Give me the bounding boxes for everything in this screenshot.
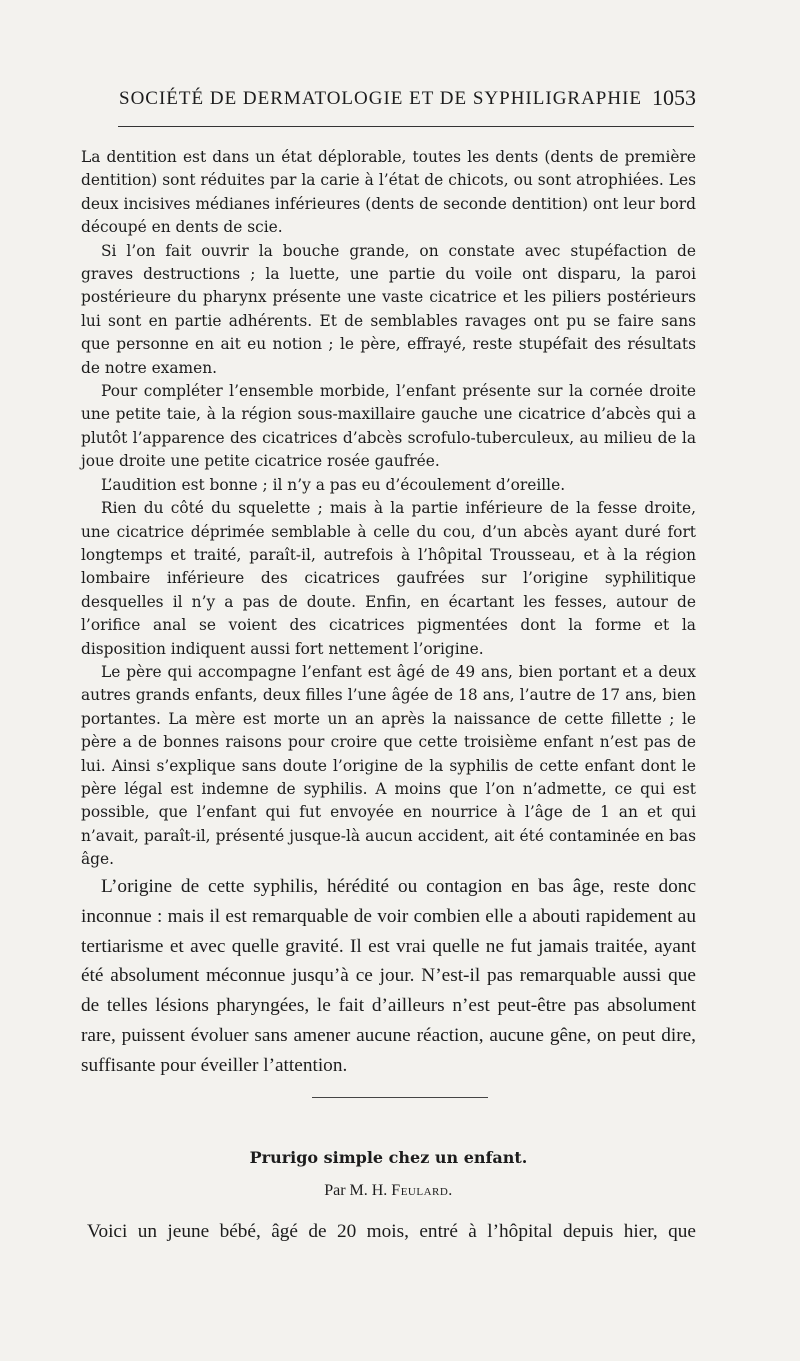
paragraph-opening: Voici un jeune bébé, âgé de 20 mois, entré à l’hôpital depuis hier, que — [87, 1221, 696, 1242]
running-header — [81, 85, 696, 116]
section-title: Prurigo simple chez un enfant. — [249, 1148, 528, 1167]
paragraph-pharynx: Si l’on fait ouvrir la bouche grande, on constate avec stupéfaction de graves destructions ; la luette, une partie du voile ont disparu, la paroi postérieure du pharynx présente une vaste cicatrice et les piliers postérieurs lui sont en partie adhérents. Et de semblables ravages ont pu se faire sans que personne en ait eu notion ; le père, effrayé, reste stupéfait des résultats de notre examen. — [81, 241, 696, 377]
running-title: SOCIÉTÉ DE DERMATOLOGIE ET DE SYPHILIGRAPHIE — [119, 88, 643, 109]
paragraph-origin: L’origine de cette syphilis, hérédité ou contagion en bas âge, reste donc inconnue : mais il est remarquable de voir combien elle a abouti rapidement au tertiarisme et avec quelle gravité. Il est vrai quelle ne fut jamais traitée, ayant été absolument méconnue jusqu’à ce jour. N’est-il pas remarquable aussi que de telles lésions pharyngées, le fait d’ailleurs n’est peut-être pas absolument rare, puissent évoluer sans amener aucune réaction, aucune gêne, on peut dire, suffisante pour éveiller l’attention. — [81, 876, 696, 1076]
paragraph-cornea: Pour compléter l’ensemble morbide, l’enfant présente sur la cornée droite une petite taie, à la région sous-maxillaire gauche une cicatrice d’abcès qui a plutôt l’apparence des cicatrices d’abcès scrofulo-tuberculeux, au milieu de la joue droite une petite cicatrice rosée gaufrée. — [81, 382, 696, 471]
discussion-text — [81, 872, 696, 1081]
author-name: Feulard. — [391, 1182, 453, 1199]
paragraph-father: Le père qui accompagne l’enfant est âgé de 49 ans, bien portant et a deux autres grands enfants, deux filles l’une âgée de 18 ans, l’autre de 17 ans, bien portantes. La mère est morte un an après la naissance de cette fillette ; le père a de bonnes raisons pour croire que cette troisième enfant n’est pas de lui. Ainsi s’explique sans doute l’origine de la syphilis de cette enfant dont le père légal est indemne de syphilis. A moins que l’on n’admette, ce qui est possible, que l’enfant qui fut envoyée en nourrice à l’âge de 1 an et qui n’avait, paraît-il, présenté jusque-là aucun accident, ait été contaminée en bas âge. — [81, 662, 696, 869]
page-number: 1053 — [652, 85, 696, 110]
byline-prefix: Par M. H. — [324, 1182, 388, 1199]
header-rule — [118, 126, 694, 127]
byline — [81, 1182, 696, 1200]
paragraph-audition: L’audition est bonne ; il n’y a pas eu d’écoulement d’oreille. — [101, 475, 566, 494]
section-divider — [312, 1097, 488, 1098]
paragraph-skeleton: Rien du côté du squelette ; mais à la partie inférieure de la fesse droite, une cicatrice déprimée semblable à celle du cou, d’un abcès ayant duré fort longtemps et traité, paraît-il, autrefois à l’hôpital Trousseau, et à la région lombaire inférieure des cicatrices gaufrées sur l’origine syphilitique desquelles il n’y a pas de doute. Enfin, en écartant les fesses, autour de l’orifice anal se voient des cicatrices pigmentées dont la forme et la disposition indiquent aussi fort nettement l’origine. — [81, 499, 696, 658]
paragraph-dentition: La dentition est dans un état déplorable, toutes les dents (dents de première dentition) sont réduites par la carie à l’état de chicots, ou sont atrophiées. Les deux incisives médianes inférieures (dents de seconde dentition) ont leur bord découpé en dents de scie. — [81, 148, 696, 237]
case-notes-small-text — [81, 146, 696, 872]
